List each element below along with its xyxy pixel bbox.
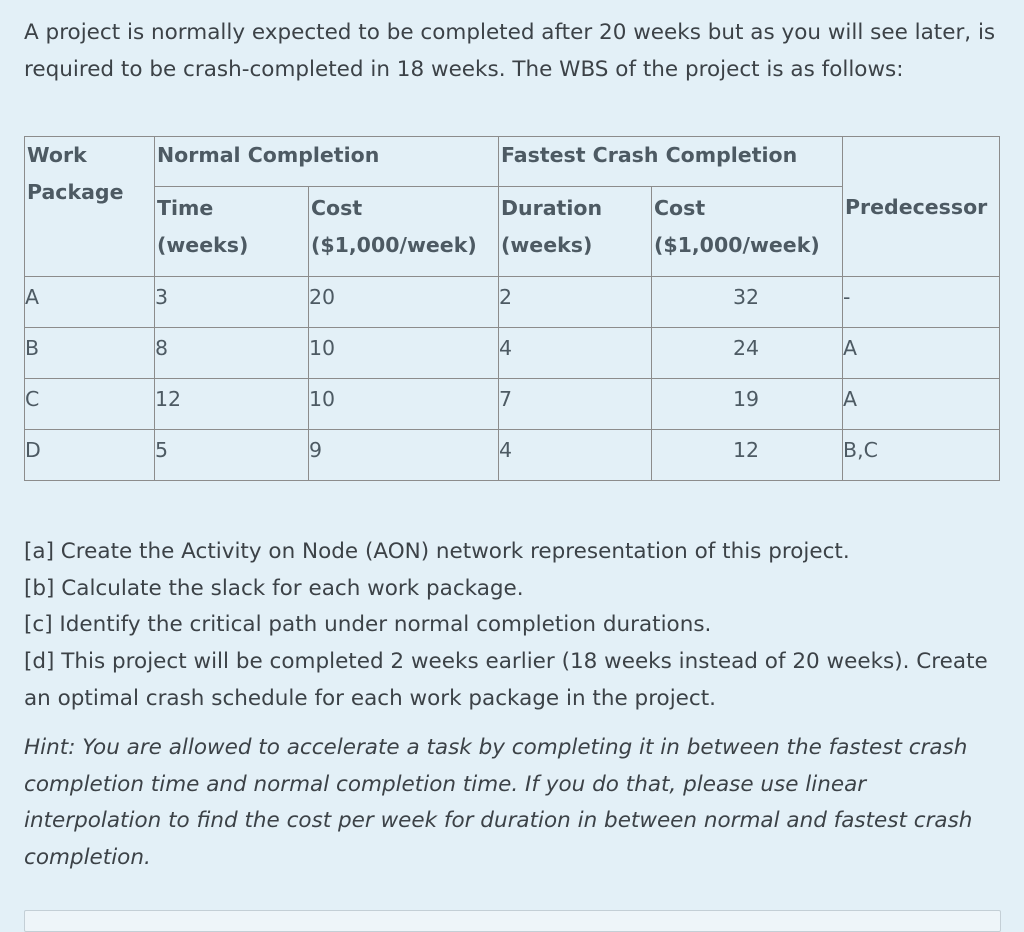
header-fastest-crash-completion: Fastest Crash Completion [499,137,843,187]
table-row [25,328,1000,379]
cell-crash-duration: 7 [499,379,652,430]
cell-normal-time: 12 [155,379,309,430]
question-d: [d] This project will be completed 2 weeks earlier (18 weeks instead of 20 weeks). Create an optimal crash schedule for each work package in the project. [24,649,988,711]
cell-crash-duration: 4 [499,328,652,379]
cell-normal-time: 5 [155,430,309,481]
table-row [25,277,1000,328]
cell-crash-cost: 32 [652,277,843,328]
question-a: [a] Create the Activity on Node (AON) network representation of this project. [24,539,850,564]
cell-normal-time: 8 [155,328,309,379]
cell-crash-cost: 12 [652,430,843,481]
cell-predecessor: - [843,277,1000,328]
cell-normal-time: 3 [155,277,309,328]
cell-normal-cost: 10 [309,328,499,379]
cell-package: D [25,430,155,481]
cell-package: A [25,277,155,328]
header-crash-cost: Cost ($1,000/week) [652,187,843,277]
cell-package: B [25,328,155,379]
cell-crash-cost: 19 [652,379,843,430]
cell-package: C [25,379,155,430]
cell-crash-duration: 2 [499,277,652,328]
question-list [24,534,999,718]
cell-normal-cost: 20 [309,277,499,328]
header-normal-completion: Normal Completion [155,137,499,187]
question-c: [c] Identify the critical path under normal completion durations. [24,612,712,638]
hint-text: Hint: You are allowed to accelerate a task by completing it in between the fastest crash completion time and normal completion time. If you do that, please use linear interpolation to find the cost per week for duration in between normal and fastest crash completion. [24,735,973,871]
cell-predecessor: B,C [843,430,1000,481]
header-predecessor: Predecessor [843,137,1000,277]
answer-input-box[interactable] [24,910,1001,932]
cell-normal-cost: 10 [309,379,499,430]
table-row [25,379,1000,430]
header-normal-cost: Cost ($1,000/week) [309,187,499,277]
table-row [25,430,1000,481]
question-b: [b] Calculate the slack for each work package. [24,575,524,601]
problem-intro: A project is normally expected to be completed after 20 weeks but as you will see later, is required to be crash-completed in 18 weeks. The WBS of the project is as follows: [24,20,996,82]
wbs-table [24,136,1000,481]
header-normal-time: Time (weeks) [155,187,309,277]
cell-normal-cost: 9 [309,430,499,481]
cell-predecessor: A [843,328,1000,379]
cell-predecessor: A [843,379,1000,430]
header-work-package: Work Package [25,137,155,277]
cell-crash-duration: 4 [499,430,652,481]
cell-crash-cost: 24 [652,328,843,379]
header-crash-duration: Duration (weeks) [499,187,652,277]
